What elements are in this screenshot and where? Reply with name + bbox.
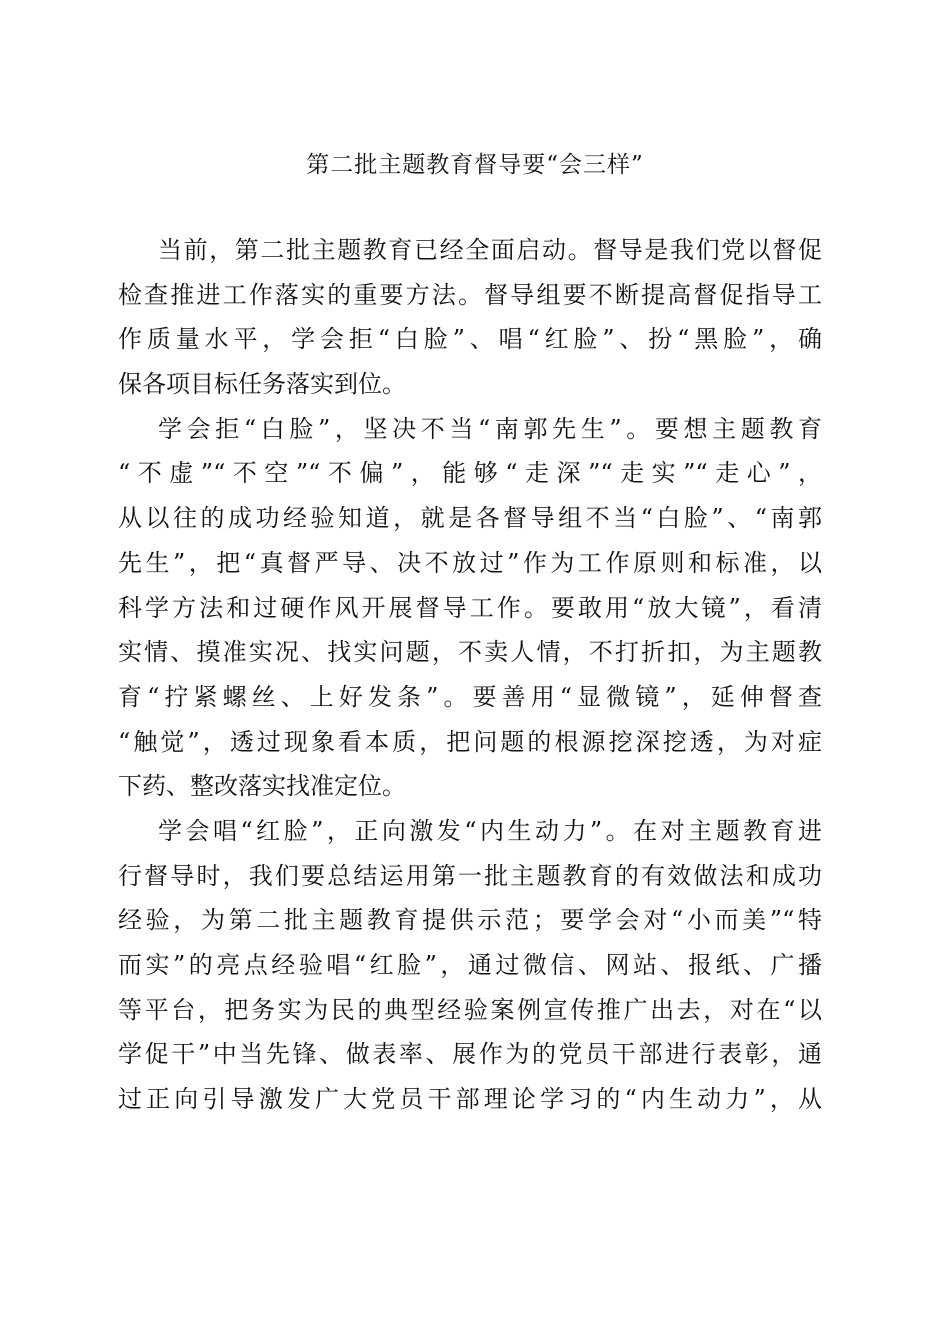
paragraph-line: 先生”，把“真督严导、决不放过”作为工作原则和标准，以 <box>118 548 822 577</box>
paragraph-line: 当前，第二批主题教育已经全面启动。督导是我们党以督促 <box>158 236 822 264</box>
paragraph-line: “不虚”“不空”“不偏”，能够“走深”“走实”“走心”， <box>118 459 822 488</box>
paragraph-line: 学会拒“白脸”，坚决不当“南郭先生”。要想主题教育 <box>158 414 822 443</box>
paragraph-line: 过正向引导激发广大党员干部理论学习的“内生动力”，从 <box>118 1085 822 1114</box>
paragraph-line: 学促干”中当先锋、做表率、展作为的党员干部进行表彰，通 <box>118 1040 822 1069</box>
paragraph-line: 下药、整改落实找准定位。 <box>118 772 406 801</box>
paragraph-line: 学会唱“红脸”，正向激发“内生动力”。在对主题教育进 <box>158 816 822 845</box>
paragraph <box>118 228 822 407</box>
paragraph-line: 等平台，把务实为民的典型经验案例宣传推广出去，对在“以 <box>118 995 822 1024</box>
paragraph-line: 育“拧紧螺丝、上好发条”。要善用“显微镜”，延伸督查 <box>118 682 822 711</box>
paragraph-line: 保各项目标任务落实到位。 <box>118 370 406 399</box>
paragraph-line: 科学方法和过硬作风开展督导工作。要敢用“放大镜”，看清 <box>118 593 822 622</box>
document-title: 第二批主题教育督导要“会三样” <box>306 152 644 178</box>
document-body <box>118 228 822 1122</box>
paragraph-line: 行督导时，我们要总结运用第一批主题教育的有效做法和成功 <box>118 861 822 890</box>
paragraph <box>118 809 822 1122</box>
paragraph-line: 作质量水平，学会拒“白脸”、唱“红脸”、扮“黑脸”，确 <box>118 325 822 354</box>
paragraph-line: 而实”的亮点经验唱“红脸”，通过微信、网站、报纸、广播 <box>118 951 822 979</box>
paragraph-line: 从以往的成功经验知道，就是各督导组不当“白脸”、“南郭 <box>118 504 822 533</box>
paragraph <box>118 407 822 809</box>
paragraph-line: 实情、摸准实况、找实问题，不卖人情，不打折扣，为主题教 <box>118 638 822 667</box>
paragraph-line: 检查推进工作落实的重要方法。督导组要不断提高督促指导工 <box>118 280 822 309</box>
paragraph-line: 经验，为第二批主题教育提供示范；要学会对“小而美”“特 <box>118 906 822 935</box>
paragraph-line: “触觉”，透过现象看本质，把问题的根源挖深挖透，为对症 <box>118 727 822 756</box>
